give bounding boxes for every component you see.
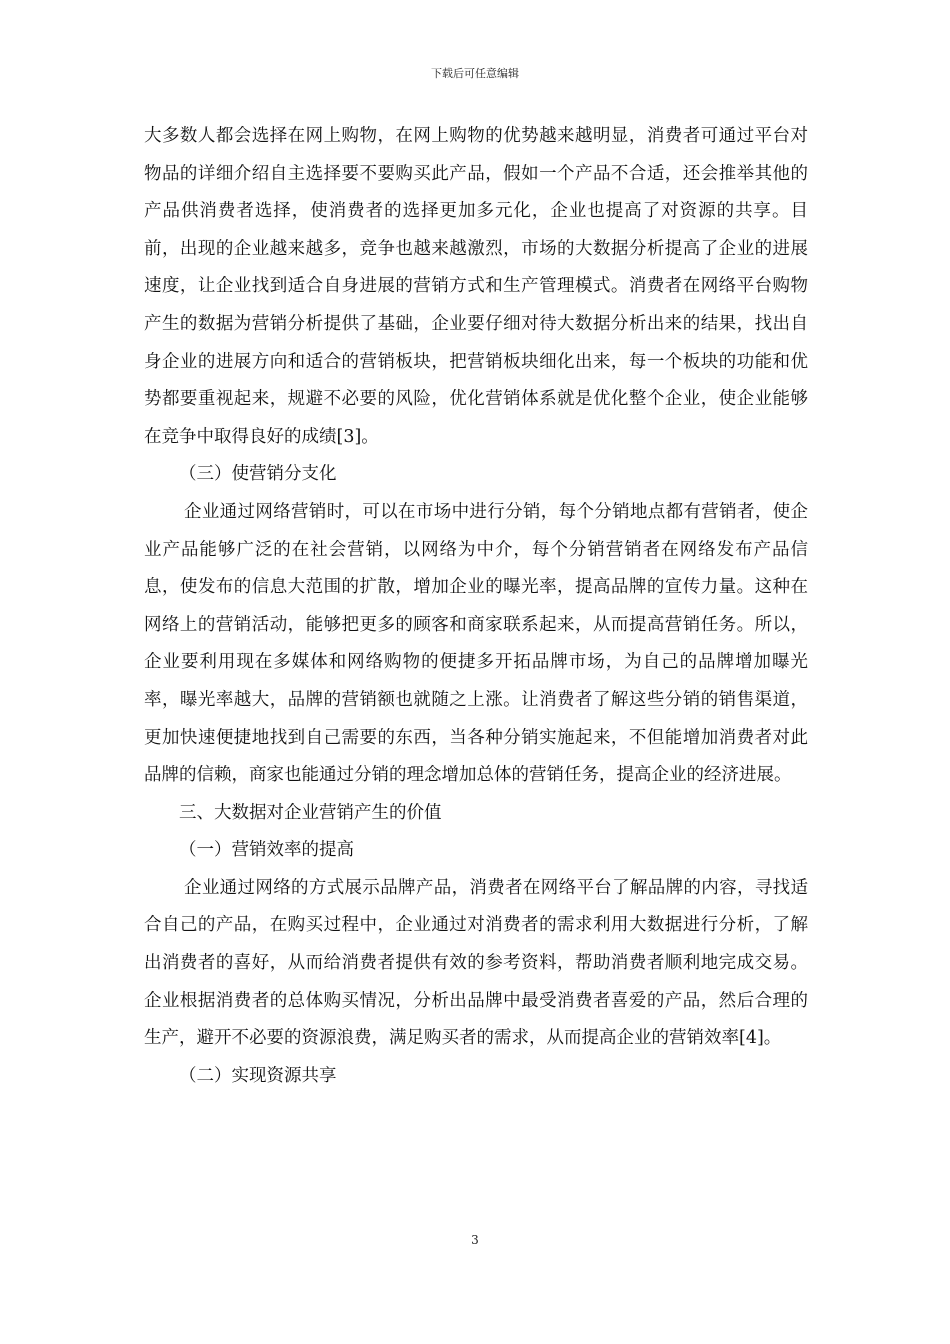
paragraph-distribution: 企业通过网络营销时，可以在市场中进行分销，每个分销地点都有营销者，使企业产品能够广泛的在社会营销，以网络为中介，每个分销营销者在网络发布产品信息，使发布的信息大范围的扩散，增加企业的曝光率，提高品牌的宣传力量。这种在网络上的营销活动，能够把更多的顾客和商家联系起来，从而提高营销任务。所以，企业要利用现在多媒体和网络购物的便捷多开拓品牌市场，为自己的品牌增加曝光率，曝光率越大，品牌的营销额也就随之上涨。让消费者了解这些分销的销售渠道，更加快速便捷地找到自己需要的东西，当各种分销实施起来，不但能增加消费者对此品牌的信赖，商家也能通过分销的理念增加总体的营销任务，提高企业的经济进展。 — [144, 501, 808, 786]
page-number: 3 — [471, 1233, 479, 1247]
document-body — [144, 118, 808, 1095]
section-heading-sharing: （二）实现资源共享 — [179, 1065, 337, 1086]
chapter-heading-value: 三、大数据对企业营销产生的价值 — [179, 802, 442, 823]
section-heading-branching: （三）使营销分支化 — [179, 464, 337, 485]
paragraph-resource-sharing: 大多数人都会选择在网上购物，在网上购物的优势越来越明显，消费者可通过平台对物品的详细介绍自主选择要不要购买此产品，假如一个产品不合适，还会推举其他的产品供消费者选择，使消费者的选择更加多元化，企业也提高了对资源的共享。目前，出现的企业越来越多，竞争也越来越激烈，市场的大数据分析提高了企业的进展速度，让企业找到适合自身进展的营销方式和生产管理模式。消费者在网络平台购物产生的数据为营销分析提供了基础，企业要仔细对待大数据分析出来的结果，找出自身企业的进展方向和适合的营销板块，把营销板块细化出来，每一个板块的功能和优势都要重视起来，规避不必要的风险，优化营销体系就是优化整个企业，使企业能够在竞争中取得良好的成绩[3]。 — [144, 126, 808, 447]
section-heading-efficiency: （一）营销效率的提高 — [179, 840, 354, 861]
page-header: 下载后可任意编辑 — [431, 67, 519, 80]
paragraph-efficiency: 企业通过网络的方式展示品牌产品，消费者在网络平台了解品牌的内容，寻找适合自己的产品，在购买过程中，企业通过对消费者的需求利用大数据进行分析，了解出消费者的喜好，从而给消费者提供有效的参考资料，帮助消费者顺利地完成交易。企业根据消费者的总体购买情况，分析出品牌中最受消费者喜爱的产品，然后合理的生产，避开不必要的资源浪费，满足购买者的需求，从而提高企业的营销效率[4]。 — [144, 877, 808, 1049]
